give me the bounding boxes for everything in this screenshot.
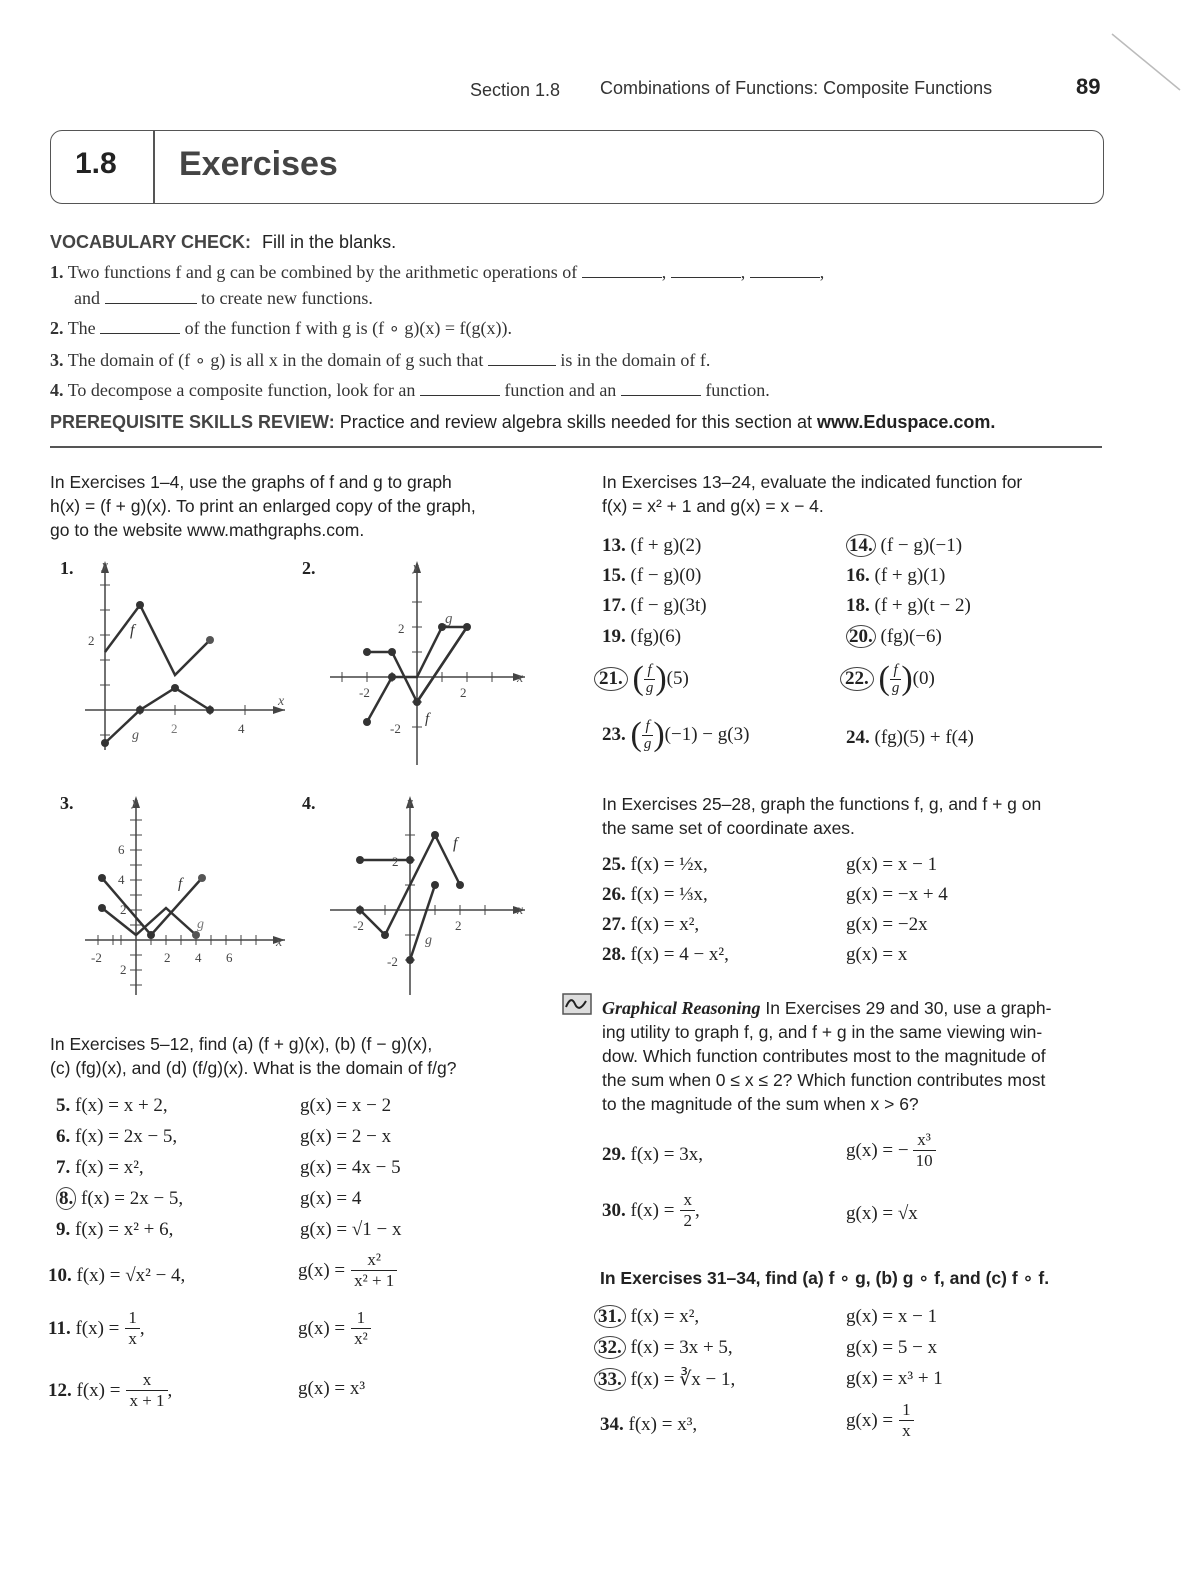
prereq-text: Practice and review algebra skills needed for this section at	[339, 412, 812, 432]
svg-text:2: 2	[455, 918, 462, 933]
exercise-10: 10. f(x) = √x² − 4,	[48, 1265, 186, 1286]
exercise-17: 17. (f − g)(3t)	[602, 595, 707, 616]
graphical-reasoning-block: Graphical Reasoning In Exercises 29 and 30, use a graph- ing utility to graph f, g, and f + g in the same viewing win- dow. Which function contributes most to the magnitude of the sum when 0 ≤ x ≤ 2? Which function contributes most to the magnitude of the sum when x > 6?	[602, 998, 1052, 1114]
exercise-31-g: g(x) = x − 1	[846, 1306, 938, 1327]
exercise-9: 9. f(x) = x² + 6,	[56, 1219, 174, 1240]
exercise-12-g: g(x) = x³	[298, 1378, 366, 1399]
section-title: Combinations of Functions: Composite Functions	[600, 78, 993, 98]
svg-text:2: 2	[88, 633, 95, 648]
exercise-11-g: g(x) = $\frac{1}{\text{x²}}$	[298, 1308, 371, 1349]
svg-text:2: 2	[164, 950, 171, 965]
svg-text:g: g	[197, 917, 204, 932]
exercise-9-g: g(x) = √1 − x	[300, 1219, 402, 1240]
exercise-26-g: g(x) = −x + 4	[846, 884, 948, 905]
g-line	[105, 688, 210, 743]
exercise-27: 27. f(x) = x²,	[602, 914, 700, 935]
svg-text:-2: -2	[390, 721, 401, 736]
graph-1	[80, 555, 290, 755]
exercise-12: 12. f(x) = $\frac{x}{x + 1}$ ,	[48, 1370, 173, 1410]
instructions-5-12: In Exercises 5–12, find (a) (f + g)(x), (b) (f − g)(x), (c) (fg)(x), and (d) (f/g)(x). What is the domain of f/g?	[50, 1034, 457, 1078]
prereq-label: PREREQUISITE SKILLS REVIEW:	[50, 412, 335, 432]
exercise-15: 15. (f − g)(0)	[602, 565, 702, 586]
svg-text:g: g	[425, 933, 432, 948]
svg-text:-2: -2	[91, 950, 102, 965]
exercise-25-g: g(x) = x − 1	[846, 854, 938, 875]
exercise-13: 13. (f + g)(2)	[602, 535, 702, 556]
svg-text:4: 4	[118, 872, 125, 887]
vocab-item-4: 4. To decompose a composite function, look for an function and an function.	[50, 380, 770, 400]
exercise-19: 19. (fg)(6)	[602, 626, 682, 647]
exercise-7: 7. f(x) = x²,	[56, 1157, 144, 1178]
graph-2	[325, 555, 535, 770]
svg-text:g: g	[445, 611, 453, 627]
graph-1-number: 1.	[60, 558, 74, 578]
exercise-28: 28. f(x) = 4 − x²,	[602, 944, 729, 965]
vocab-item-3: 3. The domain of (f ∘ g) is all x in the domain of g such that is in the domain of f.	[50, 350, 711, 370]
page-number: 89	[1076, 74, 1101, 99]
vocab-item-1: 1. Two functions f and g can be combined by the arithmetic operations of , , ,	[50, 262, 825, 282]
svg-text:x: x	[517, 903, 524, 918]
exercise-27-g: g(x) = −2x	[846, 914, 928, 935]
section-label: Section 1.8	[470, 80, 561, 100]
exercise-5-g: g(x) = x − 2	[300, 1095, 392, 1116]
graphical-reasoning-title: Graphical Reasoning	[602, 998, 761, 1018]
exercise-25: 25. f(x) = ½x,	[602, 854, 708, 875]
svg-text:x: x	[276, 935, 283, 950]
exercise-29: 29. f(x) = 3x,	[602, 1144, 703, 1165]
exercise-18: 18. (f + g)(t − 2)	[846, 595, 971, 616]
exercise-5: 5. f(x) = x + 2,	[56, 1095, 168, 1116]
svg-text:g: g	[132, 728, 139, 743]
graph-3-number: 3.	[60, 793, 74, 813]
exercise-34-g: g(x) = $\frac{1}{x}$	[846, 1400, 914, 1441]
svg-text:f: f	[453, 835, 458, 852]
instructions-31-34: In Exercises 31–34, find (a) f ∘ g, (b) g ∘ f, and (c) f ∘ f.	[600, 1268, 1050, 1288]
svg-text:2: 2	[460, 685, 467, 700]
svg-text:f: f	[130, 622, 135, 639]
svg-text:6: 6	[118, 842, 125, 857]
exercise-34: 34. f(x) = x³,	[600, 1414, 698, 1435]
exercise-6: 6. f(x) = 2x − 5,	[56, 1126, 178, 1147]
svg-text:-2: -2	[359, 685, 370, 700]
exercise-33-g: g(x) = x³ + 1	[846, 1368, 943, 1389]
graph-2-number: 2.	[302, 558, 316, 578]
exercise-20: 20. (fg)(−6)	[846, 626, 942, 648]
svg-text:2: 2	[120, 962, 127, 977]
instructions-25-28: In Exercises 25–28, graph the functions f, g, and f + g on the same set of coordinate axes.	[602, 794, 1042, 838]
svg-text:2: 2	[392, 854, 399, 869]
banner-title: Exercises	[179, 145, 338, 183]
svg-text:x: x	[517, 671, 524, 686]
instructions-1-4: In Exercises 1–4, use the graphs of f and g to graph h(x) = (f + g)(x). To print an enlarged copy of the graph, go to the website www.mathgraphs.com.	[50, 472, 476, 540]
divider	[50, 446, 1102, 448]
exercise-8-g: g(x) = 4	[300, 1188, 362, 1209]
svg-text:6: 6	[226, 950, 233, 965]
instructions-13-24: In Exercises 13–24, evaluate the indicated function for f(x) = x² + 1 and g(x) = x − 4.	[602, 472, 1023, 516]
vocabulary-header	[50, 232, 396, 253]
exercise-23: 23. ( f g ) (−1) − g(3)	[602, 716, 750, 753]
exercise-30-g: g(x) = √x	[846, 1203, 918, 1224]
svg-text:4: 4	[238, 721, 245, 736]
exercise-6-g: g(x) = 2 − x	[300, 1126, 392, 1147]
graph-3	[80, 790, 290, 1000]
graph-4	[325, 790, 535, 1000]
svg-text:y: y	[413, 559, 419, 574]
eduspace-link[interactable]: www.Eduspace.com.	[817, 412, 996, 432]
banner-number: 1.8	[75, 147, 117, 180]
vocab-item-1-cont: and to create new functions.	[74, 288, 373, 308]
exercise-22: 22. ( f g ) (0)	[840, 660, 935, 698]
exercise-28-g: g(x) = x	[846, 944, 908, 965]
exercise-14: 14. (f − g)(−1)	[846, 535, 962, 557]
exercises-banner	[50, 130, 1104, 204]
svg-text:4: 4	[195, 950, 202, 965]
exercise-10-g: g(x) = $\frac{\text{x²}}{\text{x² + 1}}$	[298, 1250, 397, 1291]
exercise-32: 32. f(x) = 3x + 5,	[594, 1337, 733, 1359]
exercise-11: 11. f(x) = $\frac{1}{x}$ ,	[48, 1308, 145, 1348]
svg-text:f: f	[425, 711, 430, 727]
exercise-24: 24. (fg)(5) + f(4)	[846, 727, 974, 748]
svg-text:x: x	[278, 694, 285, 709]
exercise-29-g: g(x) = − $\frac{\text{x³}}{10}$	[846, 1130, 936, 1171]
svg-text:-2: -2	[353, 918, 364, 933]
exercise-33: 33. f(x) = ∛x − 1,	[594, 1368, 735, 1391]
svg-text:y: y	[407, 794, 413, 809]
exercise-16: 16. (f + g)(1)	[846, 565, 946, 586]
exercise-8: 8. f(x) = 2x − 5,	[56, 1188, 183, 1210]
exercise-32-g: g(x) = 5 − x	[846, 1337, 938, 1358]
prereq-line	[50, 412, 995, 433]
svg-text:2: 2	[171, 721, 178, 736]
exercise-26: 26. f(x) = ⅓x,	[602, 884, 708, 905]
vocab-item-2: 2. The of the function f with g is (f ∘ g)(x) = f(g(x)).	[50, 318, 513, 338]
exercise-21: 21. ( f g ) (5)	[594, 660, 689, 698]
svg-text:y: y	[102, 557, 108, 572]
scan-mark	[1110, 30, 1190, 100]
svg-text:-2: -2	[387, 954, 398, 969]
exercise-7-g: g(x) = 4x − 5	[300, 1157, 401, 1178]
vocabulary-label: VOCABULARY CHECK:	[50, 232, 252, 252]
vocabulary-instruction: Fill in the blanks.	[262, 232, 397, 252]
svg-text:2: 2	[120, 902, 127, 917]
f-line	[105, 605, 210, 675]
svg-text:2: 2	[398, 621, 405, 636]
exercise-31: 31. f(x) = x²,	[594, 1306, 699, 1328]
graph-4-number: 4.	[302, 793, 316, 813]
exercise-30: 30. f(x) = $\frac{x}{2}$ ,	[602, 1190, 700, 1230]
graphing-utility-icon	[562, 993, 592, 1015]
svg-text:f: f	[178, 876, 183, 892]
svg-text:y: y	[132, 794, 138, 809]
